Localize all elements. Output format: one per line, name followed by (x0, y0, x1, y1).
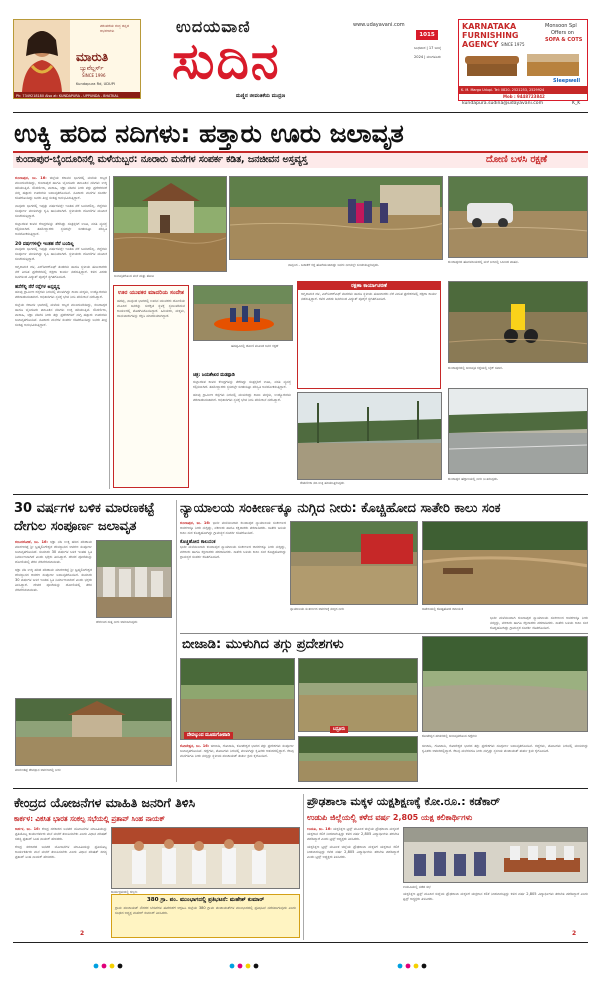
masthead-website[interactable]: www.udayavani.com (353, 22, 405, 28)
yaksha-photo (403, 827, 588, 883)
issue-side-info: ಬುಧವಾರ | 17 ಜುಲೈ 2024 | ಮಂಗಳೂರು (414, 46, 442, 59)
temple-crowd-image (97, 541, 172, 618)
court-caption: ನ್ಯಾಯಾಲಯ ಸಂಕೀರ್ಣದ ಆವರಣಕ್ಕೆ ನುಗ್ಗಿದ ನೀರು (290, 607, 345, 611)
print-registration-marks (0, 952, 600, 982)
devalkunda-image (181, 659, 295, 740)
masthead-marker: K_K (572, 101, 581, 106)
devalkunda-photo (180, 658, 295, 740)
masthead-rule (13, 112, 588, 113)
ad-tagline: ಪರಂಪರೆಯ ಶುದ್ಧ ಚಿನ್ನದ ಆಭರಣಗಳು (100, 24, 130, 33)
lead-middle-column (193, 372, 291, 488)
lead-para2b: ಅಗ್ನಿಶಾಮಕ ದಳ, ಎಸ್‌ಡಿಆರ್‌ಎಫ್ ತಂಡಗಳು ಹಾಗೂ ಸ್ಥಳೀಯ ಈಜುಗಾರರು ನೆರೆ ಪೀಡಿತ ಪ್ರದೇಶಗಳಲ್ಲಿ ರಕ್ಷಣಾ ಕಾರ್ಯ ನಡೆಸುತ್ತಿದ್ದಾರೆ. ಕಳೆದ ಎರಡು ದಿನಗಳಿಂದ ವಿದ್ಯುತ್ ಪೂರೈಕೆ ಸ್ಥಗಿತಗೊಂಡಿದೆ. (15, 265, 107, 279)
yaksha-right-body: ಯಕ್ಷಶಿಕ್ಷಣ ಟ್ರಸ್ಟ್ ಮೂಲಕ ಜಿಲ್ಲೆಯ ಪ್ರೌಢಶಾಲಾ ಮಕ್ಕಳಿಗೆ ಯಕ್ಷಗಾನ ಕಲಿಕೆ ನೀಡಲಾಗುತ್ತಿದ್ದು ಕಳೆದ ವರ್ಷ 2,805 ವಿದ್ಯಾರ್ಥಿಗಳು ತರಬೇತಿ ಪಡೆದಿದ್ದಾರೆ ಎಂದು ಟ್ರಸ್ಟ್ ಅಧ್ಯಕ್ಷರು ತಿಳಿಸಿದರು. (403, 892, 588, 901)
schemes-image (112, 828, 300, 889)
boat-rescue-image (194, 286, 293, 341)
box-title-1: 20 ವರ್ಷಗಳಲ್ಲೇ ಇಂತಹ ನೆರೆ ಬಂದಿಲ್ಲ (15, 242, 74, 247)
rescue-box-text: ಅಗ್ನಿಶಾಮಕ ದಳ, ಎಸ್‌ಡಿಆರ್‌ಎಫ್ ತಂಡಗಳು ಹಾಗೂ ಸ್ಥಳೀಯ ಈಜುಗಾರರು ನೆರೆ ಪೀಡಿತ ಪ್ರದೇಶಗಳಲ್ಲಿ ರಕ್ಷಣಾ ಕಾರ್ಯ ನಡೆಸುತ್ತಿದ್ದಾರೆ. ಕಳೆದ ಎರಡು ದಿನಗಳಿಂದ ವಿದ್ಯುತ್ ಪೂರೈಕೆ ಸ್ಥಗಿತಗೊಂಡಿದೆ. (301, 292, 437, 301)
lead-para-more: ಜಿಲ್ಲಾಡಳಿತ ಕಾಳಜಿ ಕೇಂದ್ರಗಳನ್ನು ತೆರೆದಿದ್ದು ಸಂತ್ರಸ್ತರಿಗೆ ಊಟ, ವಸತಿ ವ್ಯವಸ್ಥೆ ಕಲ್ಪಿಸಲಾಗಿದೆ. ತಹಶೀಲ್ದಾರರು ಸ್ಥಳದಲ್ಲೇ ಬೀಡುಬಿಟ್ಟು ಪರಿಸ್ಥಿತಿ ಅವಲೋಕಿಸುತ್ತಿದ್ದಾರೆ. (15, 222, 107, 236)
wading-people-caption: ನಾವುಂದ - ಬಡಾಕೆರೆ ರಸ್ತೆ ಹೊಳೆಯಂತಾಗಿದ್ದು ಜನರು ನೀರಿನಲ್ಲೇ ಸಂಚರಿಸುತ್ತಿರುವುದು. (288, 263, 380, 267)
ad-phone-strip: Ph: 7349218180 Also at: KUNDAPURA - UPPUNDA - BHATKAL (14, 92, 141, 99)
furnishing-name-2: FURNISHING (462, 31, 519, 40)
furnishing-name-1: KARNATAKA (462, 22, 517, 31)
rescue-box-title: ರಕ್ಷಣಾ ಕಾರ್ಯಾಚರಣೆ (298, 282, 440, 290)
car-flood-photo (448, 176, 588, 258)
bike-flood-image (449, 282, 588, 363)
court-photo (290, 521, 418, 605)
yaksha-headline: ಪ್ರೌಢಶಾಲಾ ಮಕ್ಕಳ ಯಕ್ಷಶಿಕ್ಷಣಕ್ಕೆ ಕೋ.ರೂ.: ಕಡೆಕಾರ್ (307, 795, 501, 808)
masthead-wordmark: ಉದಯವಾಣಿ (176, 17, 251, 36)
temple-headline-1: 30 ವರ್ಷಗಳ ಬಳಿಕ ಮಾರಣಕಟ್ಟೆ (14, 501, 155, 516)
bottom-divider (303, 794, 304, 940)
lead-middle-text-2: ಹಲವು ಗ್ರಾಮೀಣ ರಸ್ತೆಗಳು ನೀರಿನಲ್ಲಿ ಮುಳುಗಿದ್ದು ಶಾಲಾ ಮಕ್ಕಳು, ಉದ್ಯೋಗಿಗಳು ಪರದಾಡುವಂತಾಗಿದೆ. ಅಧಿಕಾರಿಗಳು ಸ್ಥಳಕ್ಕೆ ಭೇಟಿ ನೀಡಿ ಪರಿಶೀಲನೆ ನಡೆಸಿದ್ದಾರೆ. (193, 393, 291, 402)
highway-flood-image (449, 389, 588, 474)
court-dateline: ಕುಂದಾಪುರ, ಜು. 16: (180, 521, 211, 525)
court-continued (490, 616, 588, 632)
beejadi-right-body: ಬೀಜಾಡಿ, ಗೋಪಾಡಿ, ಕೋಟೇಶ್ವರ ಭಾಗದ ತಗ್ಗು ಪ್ರದೇಶಗಳು ಸಂಪೂರ್ಣ ಜಲಾವೃತಗೊಂಡಿವೆ. ಗದ್ದೆಗಳು, ತೋಟಗಳು ನೀರಿನಲ್ಲಿ ಮುಳುಗಿದ್ದು ಕೃಷಿಕರು ಆತಂಕದಲ್ಲಿದ್ದಾರೆ. ಕೆಲವು ಮನೆಗಳಿಗೂ ನೀರು ನುಗ್ಗಿದ್ದು ಸ್ಥಳೀಯ ಪಂಚಾಯತ್ ತುರ್ತು ಕ್ರಮ ಕೈಗೊಂಡಿದೆ. (422, 744, 588, 753)
lead-subhead-tag: ದೋಣಿ ಬಳಸಿ ರಕ್ಷಣೆ (486, 154, 548, 165)
flooded-house-caption: ಜಲಾವೃತಗೊಂಡ ಮನೆ ಮತ್ತು ತೋಟ (114, 274, 154, 278)
yaksha-body: ಯಕ್ಷಶಿಕ್ಷಣ ಟ್ರಸ್ಟ್ ಮೂಲಕ ಜಿಲ್ಲೆಯ ಪ್ರೌಢಶಾಲಾ ಮಕ್ಕಳಿಗೆ ಯಕ್ಷಗಾನ ಕಲಿಕೆ ನೀಡಲಾಗುತ್ತಿದ್ದು ಕಳೆದ ವರ್ಷ 2,805 ವಿದ್ಯಾರ್ಥಿಗಳು ತರಬೇತಿ ಪಡೆದಿದ್ದಾರೆ ಎಂದು ಟ್ರಸ್ಟ್ ಅಧ್ಯಕ್ಷರು ತಿಳಿಸಿದರು. (307, 827, 399, 841)
yaksha-right-text (403, 892, 588, 938)
ad-brand: ಮಾರುತಿ (76, 50, 109, 64)
furnishing-offer-3: SOFA & COTS (545, 37, 583, 43)
youth-box-title: ಊರ ಯುವಕರ ಮಾದರಿಯ ಸಂದೇಶ (117, 290, 185, 296)
river-image (298, 393, 442, 480)
model-portrait (14, 20, 70, 92)
wading-people-image (230, 177, 443, 260)
temple-body-2: ಚಕ್ರಾ ನದಿ ಉಕ್ಕಿ ಹರಿದ ಪರಿಣಾಮ ಮಾರಣಕಟ್ಟೆ ಶ್ರೀ ಬ್ರಹ್ಮಲಿಂಗೇಶ್ವರ ದೇವಸ್ಥಾನದ ಆವರಣ ಸಂಪೂರ್ಣ ಜಲಾವೃತಗೊಂಡಿದೆ. ಸುಮಾರು 30 ವರ್ಷಗಳ ಬಳಿಕ ಇಂತಹ ಸ್ಥಿತಿ ನಿರ್ಮಾಣವಾಗಿದೆ ಎಂದು ಭಕ್ತರು ತಿಳಿಸಿದ್ದಾರೆ. ದೇವರ ಪೂಜೆಯನ್ನು ದೋಣಿಯಲ್ಲಿ ತೆರಳಿ ನೆರವೇರಿಸಲಾಯಿತು. (15, 568, 92, 592)
lead-subhead: ಕುಂದಾಪುರ-ಬೈಂದೂರಿನಲ್ಲಿ ಮಳೆಯಬ್ಬರ: ನೂರಾರು ಮನೆಗಳ ಸಂಪರ್ಕ ಕಡಿತ, ಜನಜೀವನ ಅಸ್ತವ್ಯಸ್ತ (16, 154, 308, 165)
lead-bottom-rule (13, 494, 588, 495)
temple-flood-photo (15, 698, 172, 766)
yaksha-text (307, 827, 399, 937)
issue-number-badge: 1015 (416, 30, 438, 40)
basrur-photo (298, 658, 418, 732)
car-flood-image (449, 177, 588, 258)
bike-flood-photo (448, 281, 588, 363)
lead-para1-cont: ನಾವೂರು ಭಾಗದಲ್ಲಿ ಇಪ್ಪತ್ತು ವರ್ಷಗಳಲ್ಲೇ ಇಂತಹ ನೆರೆ ಬಂದಿರಲಿಲ್ಲ. ಗದ್ದೆಗಳು ಸಂಪೂರ್ಣ ಮುಳುಗಿದ್ದು ಕೃಷಿ ಹಾನಿಯಾಗಿದೆ. ಸ್ಥಳೀಯರು ದೋಣಿಗಳ ಮೂಲಕ ಸಂಚರಿಸುತ್ತಿದ್ದಾರೆ. (15, 204, 107, 218)
registration-marks (0, 952, 600, 982)
schemes-headline: ಕೇಂದ್ರದ ಯೋಜನೆಗಳ ಮಾಹಿತಿ ಜನರಿಗೆ ತಿಳಿಸಿ (14, 795, 196, 810)
protest-box (111, 894, 300, 938)
masthead-tagline: ಮಣ್ಣಿನ ಜೀವಂತಿಕೆಯ ಮುದ್ರಣ (236, 93, 286, 99)
furnishing-mobile: Mob : 9448723842 (503, 94, 545, 99)
rescue-box (297, 281, 441, 389)
temple-text (15, 540, 92, 694)
schemes-subhead: ಕಾರ್ಕಳ: ವಿಕಸಿತ ಭಾರತ ಸಂಕಲ್ಪ ಸಭೆಯಲ್ಲಿ ಪ್ರತಾಪ್ ಸಿಂಹ ನಾಯಕ್ (14, 815, 165, 823)
protest-box-title: 380 ಗ್ರಾ. ಪಂ. ಮುಂಭಾಗದಲ್ಲಿ ಪ್ರತಿಭಟನೆ: ಮಹೇಶ್ ಕುಮಾರ್ (146, 897, 265, 903)
masthead-title: ಸುದಿನ (172, 32, 281, 90)
river-photo (297, 392, 442, 480)
schemes-photo (111, 827, 300, 889)
schemes-dateline: ಕಾರ್ಕಳ, ಜು. 16: (15, 827, 41, 831)
ad-brand-sub: ಜ್ಯುವೆಲ್ಲರ್ಸ್ (80, 65, 104, 72)
beejadi-headline: ಬೀಜಾಡಿ: ಮುಳುಗಿದ ತಗ್ಗು ಪ್ರದೇಶಗಳು (182, 637, 344, 652)
schemes-body: ಕೇಂದ್ರ ಸರಕಾರದ ಜನಪರ ಯೋಜನೆಗಳ ಮಾಹಿತಿಯನ್ನು ಪ್ರತಿಯೊಬ್ಬ ಕಾರ್ಯಕರ್ತರು ಮನೆ ಮನೆಗೆ ತಲುಪಿಸಬೇಕು ಎಂದು ವಿಧಾನ ಪರಿಷತ್ ಸದಸ್ಯ ಪ್ರತಾಪ್ ಸಿಂಹ ನಾಯಕ್ ಹೇಳಿದರು. (15, 827, 107, 841)
river-caption: ಸೌಪರ್ಣಿಕಾ ನದಿ ಉಕ್ಕಿ ಹರಿಯುತ್ತಿರುವುದು (300, 481, 345, 485)
car-flood-caption: ಕುಂದಾಪುರದ ಹೊರವಲಯದಲ್ಲಿ ಮಳೆ ನೀರಿನಲ್ಲಿ ಸಿಲುಕಿದ ವಾಹನ. (448, 260, 519, 264)
court-image (291, 522, 418, 605)
koteshwar-image (299, 737, 418, 782)
furnishing-address: K. M. Marga Udupi. Tel: 0820- 2521253, 2529924 (459, 86, 588, 94)
basrur-image (299, 659, 418, 732)
lead-para1: ಜಿಲ್ಲೆಯ ಕರಾವಳಿ ಭಾಗದಲ್ಲಿ ಮಳೆಯ ಅಬ್ಬರ ಮುಂದುವರಿದಿದ್ದು, ಕುಂದಾಪುರ ಹಾಗೂ ಬೈಂದೂರು ತಾಲೂಕಿನ ನದಿಗಳು ಉಕ್ಕಿ ಹರಿಯುತ್ತಿವೆ. ಸೌಪರ್ಣಿಕಾ, ವಾರಾಹಿ, ಚಕ್ರಾ ನದಿಗಳ ನೀರು ತಗ್ಗು ಪ್ರದೇಶಗಳಿಗೆ ನುಗ್ಗಿ ಹತ್ತಾರು ಊರುಗಳು ಜಲಾವೃತಗೊಂಡಿವೆ. ನೂರಾರು ಮನೆಗಳ ಸಂಪರ್ಕ ಕಡಿತಗೊಂಡಿದ್ದು ಜನರು ತೀವ್ರ ಸಂಕಷ್ಟ ಅನುಭವಿಸುತ್ತಿದ್ದಾರೆ. (15, 176, 107, 200)
furnishing-advertisement[interactable] (458, 19, 588, 101)
youth-box (113, 285, 189, 488)
temple-crowd-caption: ದೇಗುಲದ ಸುತ್ತ ನೀರು ಆವರಿಸಿರುವುದು (96, 620, 138, 624)
ad-since: SINCE 1996 (82, 73, 106, 78)
wading-people-photo (229, 176, 443, 260)
footer-rule (13, 942, 588, 943)
temple-flood-image (16, 699, 172, 766)
court-subhead: ಕೊಚ್ಚಿಹೋದ ಕಾಲುಸಂಕ (180, 540, 216, 545)
bike-flood-caption: ಕುಂದಾಪುರದಲ್ಲಿ ಜಲಾವೃತ ರಸ್ತೆಯಲ್ಲಿ ಬೈಕ್ ಸವಾರ. (448, 366, 504, 370)
basrur-label: ಬಸ್ರೂರು (330, 726, 348, 733)
yaksha-body-2: ಯಕ್ಷಶಿಕ್ಷಣ ಟ್ರಸ್ಟ್ ಮೂಲಕ ಜಿಲ್ಲೆಯ ಪ್ರೌಢಶಾಲಾ ಮಕ್ಕಳಿಗೆ ಯಕ್ಷಗಾನ ಕಲಿಕೆ ನೀಡಲಾಗುತ್ತಿದ್ದು ಕಳೆದ ವರ್ಷ 2,805 ವಿದ್ಯಾರ್ಥಿಗಳು ತರಬೇತಿ ಪಡೆದಿದ್ದಾರೆ ಎಂದು ಟ್ರಸ್ಟ್ ಅಧ್ಯಕ್ಷರು ತಿಳಿಸಿದರು. (307, 845, 399, 859)
lead-para2: ನಾವೂರು ಭಾಗದಲ್ಲಿ ಇಪ್ಪತ್ತು ವರ್ಷಗಳಲ್ಲೇ ಇಂತಹ ನೆರೆ ಬಂದಿರಲಿಲ್ಲ. ಗದ್ದೆಗಳು ಸಂಪೂರ್ಣ ಮುಳುಗಿದ್ದು ಕೃಷಿ ಹಾನಿಯಾಗಿದೆ. ಸ್ಥಳೀಯರು ದೋಣಿಗಳ ಮೂಲಕ ಸಂಚರಿಸುತ್ತಿದ್ದಾರೆ. (15, 247, 107, 261)
boat-rescue-photo (193, 285, 293, 341)
footbridge-image (423, 522, 588, 605)
yaksha-dateline: ಉಡುಪಿ, ಜು. 16: (307, 827, 332, 831)
schemes-body-2: ಕೇಂದ್ರ ಸರಕಾರದ ಜನಪರ ಯೋಜನೆಗಳ ಮಾಹಿತಿಯನ್ನು ಪ್ರತಿಯೊಬ್ಬ ಕಾರ್ಯಕರ್ತರು ಮನೆ ಮನೆಗೆ ತಲುಪಿಸಬೇಕು ಎಂದು ವಿಧಾನ ಪರಿಷತ್ ಸದಸ್ಯ ಪ್ರತಾಪ್ ಸಿಂಹ ನಾಯಕ್ ಹೇಳಿದರು. (15, 845, 107, 859)
temple-crowd-photo (96, 540, 172, 618)
lead-middle-text: ಜಿಲ್ಲಾಡಳಿತ ಕಾಳಜಿ ಕೇಂದ್ರಗಳನ್ನು ತೆರೆದಿದ್ದು ಸಂತ್ರಸ್ತರಿಗೆ ಊಟ, ವಸತಿ ವ್ಯವಸ್ಥೆ ಕಲ್ಪಿಸಲಾಗಿದೆ. ತಹಶೀಲ್ದಾರರು ಸ್ಥಳದಲ್ಲೇ ಬೀಡುಬಿಟ್ಟು ಪರಿಸ್ಥಿತಿ ಅವಲೋಕಿಸುತ್ತಿದ್ದಾರೆ. (193, 380, 291, 389)
court-headline: ನ್ಯಾಯಾಲಯ ಸಂಕೀರ್ಣಕ್ಕೂ ನುಗ್ಗಿದ ನೀರು: ಕೊಚ್ಚಿಹೋದ ಸಾತೇರಿ ಕಾಲು ಸಂಕ (180, 501, 501, 516)
court-text (180, 521, 286, 624)
temple-divider (176, 500, 177, 782)
footbridge-caption: ಸಾತೇರಿಯಲ್ಲಿ ಕೊಚ್ಚಿಹೋದ ಕಾಲುಸಂಕ (422, 607, 464, 611)
court-body: ಭಾರೀ ಮಳೆಯಿಂದಾಗಿ ಕುಂದಾಪುರ ನ್ಯಾಯಾಲಯ ಸಂಕೀರ್ಣದ ಆವರಣಕ್ಕೂ ನೀರು ನುಗ್ಗಿದ್ದು, ವಕೀಲರು ಹಾಗೂ ಕಕ್ಷಿದಾರರು ಪರದಾಡಿದರು. ಸಾತೇರಿ ಬಳಿಯ ಕಾಲು ಸಂಕ ಕೊಚ್ಚಿಹೋಗಿದ್ದು ಗ್ರಾಮಸ್ಥರ ಸಂಪರ್ಕ ಕಡಿತಗೊಂಡಿದೆ. (180, 521, 286, 535)
temple-dateline: ಕಂಬದಕೋಣೆ, ಜು. 16: (15, 540, 48, 544)
beejadi-body: ಬೀಜಾಡಿ, ಗೋಪಾಡಿ, ಕೋಟೇಶ್ವರ ಭಾಗದ ತಗ್ಗು ಪ್ರದೇಶಗಳು ಸಂಪೂರ್ಣ ಜಲಾವೃತಗೊಂಡಿವೆ. ಗದ್ದೆಗಳು, ತೋಟಗಳು ನೀರಿನಲ್ಲಿ ಮುಳುಗಿದ್ದು ಕೃಷಿಕರು ಆತಂಕದಲ್ಲಿದ್ದಾರೆ. ಕೆಲವು ಮನೆಗಳಿಗೂ ನೀರು ನುಗ್ಗಿದ್ದು ಸ್ಥಳೀಯ ಪಂಚಾಯತ್ ತುರ್ತು ಕ್ರಮ ಕೈಗೊಂಡಿದೆ. (180, 744, 294, 758)
furnishing-name-3: AGENCY (462, 40, 499, 49)
schemes-text (15, 827, 107, 935)
masthead-email[interactable]: kundapura.sudina@udayavani.com (462, 101, 544, 106)
jewellery-advertisement[interactable] (13, 19, 141, 99)
box-title-2: ಹಸೆಗೆಲ್ಲಿ ನೆರೆ ರಸ್ತೆಗಳ ಅಸ್ತವ್ಯಸ್ತ (15, 285, 60, 290)
yaksha-caption: ಉಡುಪಿಯಲ್ಲಿ ನಡೆದ ಸಭೆ (403, 885, 431, 889)
yaksha-subhead: ಉಡುಪಿ ಜಿಲ್ಲೆಯಲ್ಲಿ ಕಳೆದ ವರ್ಷ 2,805 ಯಕ್ಷ ಕಲಿಕಾರ್ಥಿಗಳು (307, 813, 473, 822)
highway-flood-caption: ಕುಂದಾಪುರ ಹೆದ್ದಾರಿಯಲ್ಲಿ ನೀರು ನಿಂತಿರುವುದು. (448, 477, 499, 481)
lead-byline: ಚಿತ್ರ: ಜಯಶೇಖರ ಮಡಪ್ಪಾಡಿ (193, 373, 235, 378)
field-flood-caption: ಕೋಟೇಶ್ವರ ಪರಿಸರದಲ್ಲಿ ಜಲಾವೃತಗೊಂಡ ಗದ್ದೆಗಳು (422, 734, 477, 738)
boat-rescue-caption: ಹಡವುವಿನಲ್ಲಿ ದೋಣಿ ಮೂಲಕ ಜನರ ರಕ್ಷಣೆ (231, 344, 279, 348)
page-number-left: 2 (80, 930, 85, 937)
furnishing-offer-1: Monsoon Spl (545, 23, 577, 29)
temple-flood-caption: ಮಾರಣಕಟ್ಟೆ ದೇವಸ್ಥಾನ ಆವರಣದಲ್ಲಿ ನೀರು (15, 768, 61, 772)
page-number-right: 2 (572, 930, 577, 937)
devalkunda-label: ದೇವಲ್ಕುಂದ ಮೂಡುಗೋಪಾಡಿ (184, 732, 233, 739)
schemes-caption: ಕಾರ್ಯಕ್ರಮದಲ್ಲಿ ಗಣ್ಯರು (111, 890, 138, 894)
temple-headline-2: ದೇಗುಲ ಸಂಪೂರ್ಣ ಜಲಾವೃತ (14, 519, 137, 534)
beejadi-right-text (422, 744, 588, 782)
youth-box-text: ಹಡವು, ನಾವುಂದ ಭಾಗದಲ್ಲಿ ಊರಿನ ಯುವಕರು ದೋಣಿಯ ಮೂಲಕ ಜನರನ್ನು ಸುರಕ್ಷಿತ ಸ್ಥಳಕ್ಕೆ ಸ್ಥಳಾಂತರಿಸುವ ಕಾರ್ಯದಲ್ಲಿ ತೊಡಗಿಸಿಕೊಂಡಿದ್ದಾರೆ. ಹಿರಿಯರು, ಮಕ್ಕಳು, ಜಾನುವಾರುಗಳನ್ನು ರಕ್ಷಿಸಿ ಮಾದರಿಯಾಗಿದ್ದಾರೆ. (117, 299, 185, 318)
yaksha-image (404, 828, 588, 883)
lead-headline: ಉಕ್ಕಿ ಹರಿದ ನದಿಗಳು: ಹತ್ತಾರು ಊರು ಜಲಾವೃತ (14, 119, 404, 148)
field-flood-photo (422, 636, 588, 732)
furnishing-offer-2: Offers on (551, 30, 574, 36)
middle-bottom-rule (13, 788, 588, 789)
col-divider (109, 176, 110, 489)
protest-box-text: ಗ್ರಾಮ ಪಂಚಾಯತ್ ನೌಕರರ ಬೇಡಿಕೆಗಳ ಈಡೇರಿಕೆಗೆ ಆಗ್ರಹಿಸಿ ಜಿಲ್ಲೆಯ 380 ಗ್ರಾಮ ಪಂಚಾಯತ್‌ಗಳ ಮುಂಭಾಗದಲ್ಲಿ ಪ್ರತಿಭಟನೆ ನಡೆಸಲಾಗುವುದು ಎಂದು ಸಂಘದ ಅಧ್ಯಕ್ಷ ಮಹೇಶ್ ಕುಮಾರ್ ತಿಳಿಸಿದರು. (115, 906, 296, 915)
beejadi-top-rule (180, 633, 588, 634)
lead-col1 (15, 176, 107, 489)
lead-para3b: ಜಿಲ್ಲೆಯ ಕರಾವಳಿ ಭಾಗದಲ್ಲಿ ಮಳೆಯ ಅಬ್ಬರ ಮುಂದುವರಿದಿದ್ದು, ಕುಂದಾಪುರ ಹಾಗೂ ಬೈಂದೂರು ತಾಲೂಕಿನ ನದಿಗಳು ಉಕ್ಕಿ ಹರಿಯುತ್ತಿವೆ. ಸೌಪರ್ಣಿಕಾ, ವಾರಾಹಿ, ಚಕ್ರಾ ನದಿಗಳ ನೀರು ತಗ್ಗು ಪ್ರದೇಶಗಳಿಗೆ ನುಗ್ಗಿ ಹತ್ತಾರು ಊರುಗಳು ಜಲಾವೃತಗೊಂಡಿವೆ. ನೂರಾರು ಮನೆಗಳ ಸಂಪರ್ಕ ಕಡಿತಗೊಂಡಿದ್ದು ಜನರು ತೀವ್ರ ಸಂಕಷ್ಟ ಅನುಭವಿಸುತ್ತಿದ್ದಾರೆ. (15, 303, 107, 327)
furnishing-since: SINCE 1975 (501, 42, 525, 47)
court-continued-text: ಭಾರೀ ಮಳೆಯಿಂದಾಗಿ ಕುಂದಾಪುರ ನ್ಯಾಯಾಲಯ ಸಂಕೀರ್ಣದ ಆವರಣಕ್ಕೂ ನೀರು ನುಗ್ಗಿದ್ದು, ವಕೀಲರು ಹಾಗೂ ಕಕ್ಷಿದಾರರು ಪರದಾಡಿದರು. ಸಾತೇರಿ ಬಳಿಯ ಕಾಲು ಸಂಕ ಕೊಚ್ಚಿಹೋಗಿದ್ದು ಗ್ರಾಮಸ್ಥರ ಸಂಪರ್ಕ ಕಡಿತಗೊಂಡಿದೆ. (490, 616, 588, 630)
lead-dateline: ಕುಂದಾಪುರ, ಜು. 16: (15, 176, 47, 180)
beejadi-text (180, 744, 294, 782)
flooded-house-photo (113, 176, 227, 272)
beejadi-dateline: ಕೋಟೇಶ್ವರ, ಜು. 16: (180, 744, 210, 748)
field-flood-image (423, 637, 588, 732)
flooded-house-image (114, 177, 227, 272)
ad-address: Kundapura Rd, UDUPI (76, 82, 115, 86)
lead-para3: ಹಲವು ಗ್ರಾಮೀಣ ರಸ್ತೆಗಳು ನೀರಿನಲ್ಲಿ ಮುಳುಗಿದ್ದು ಶಾಲಾ ಮಕ್ಕಳು, ಉದ್ಯೋಗಿಗಳು ಪರದಾಡುವಂತಾಗಿದೆ. ಅಧಿಕಾರಿಗಳು ಸ್ಥಳಕ್ಕೆ ಭೇಟಿ ನೀಡಿ ಪರಿಶೀಲನೆ ನಡೆಸಿದ್ದಾರೆ. (15, 290, 107, 299)
koteshwar-photo (298, 736, 418, 782)
sleepwell-logo: Sleepwell (553, 78, 581, 84)
footbridge-photo (422, 521, 588, 605)
highway-flood-photo (448, 388, 588, 474)
temple-body: ಚಕ್ರಾ ನದಿ ಉಕ್ಕಿ ಹರಿದ ಪರಿಣಾಮ ಮಾರಣಕಟ್ಟೆ ಶ್ರೀ ಬ್ರಹ್ಮಲಿಂಗೇಶ್ವರ ದೇವಸ್ಥಾನದ ಆವರಣ ಸಂಪೂರ್ಣ ಜಲಾವೃತಗೊಂಡಿದೆ. ಸುಮಾರು 30 ವರ್ಷಗಳ ಬಳಿಕ ಇಂತಹ ಸ್ಥಿತಿ ನಿರ್ಮಾಣವಾಗಿದೆ ಎಂದು ಭಕ್ತರು ತಿಳಿಸಿದ್ದಾರೆ. ದೇವರ ಪೂಜೆಯನ್ನು ದೋಣಿಯಲ್ಲಿ ತೆರಳಿ ನೆರವೇರಿಸಲಾಯಿತು. (15, 540, 92, 564)
court-body-2: ಭಾರೀ ಮಳೆಯಿಂದಾಗಿ ಕುಂದಾಪುರ ನ್ಯಾಯಾಲಯ ಸಂಕೀರ್ಣದ ಆವರಣಕ್ಕೂ ನೀರು ನುಗ್ಗಿದ್ದು, ವಕೀಲರು ಹಾಗೂ ಕಕ್ಷಿದಾರರು ಪರದಾಡಿದರು. ಸಾತೇರಿ ಬಳಿಯ ಕಾಲು ಸಂಕ ಕೊಚ್ಚಿಹೋಗಿದ್ದು ಗ್ರಾಮಸ್ಥರ ಸಂಪರ್ಕ ಕಡಿತಗೊಂಡಿದೆ. (180, 545, 286, 559)
